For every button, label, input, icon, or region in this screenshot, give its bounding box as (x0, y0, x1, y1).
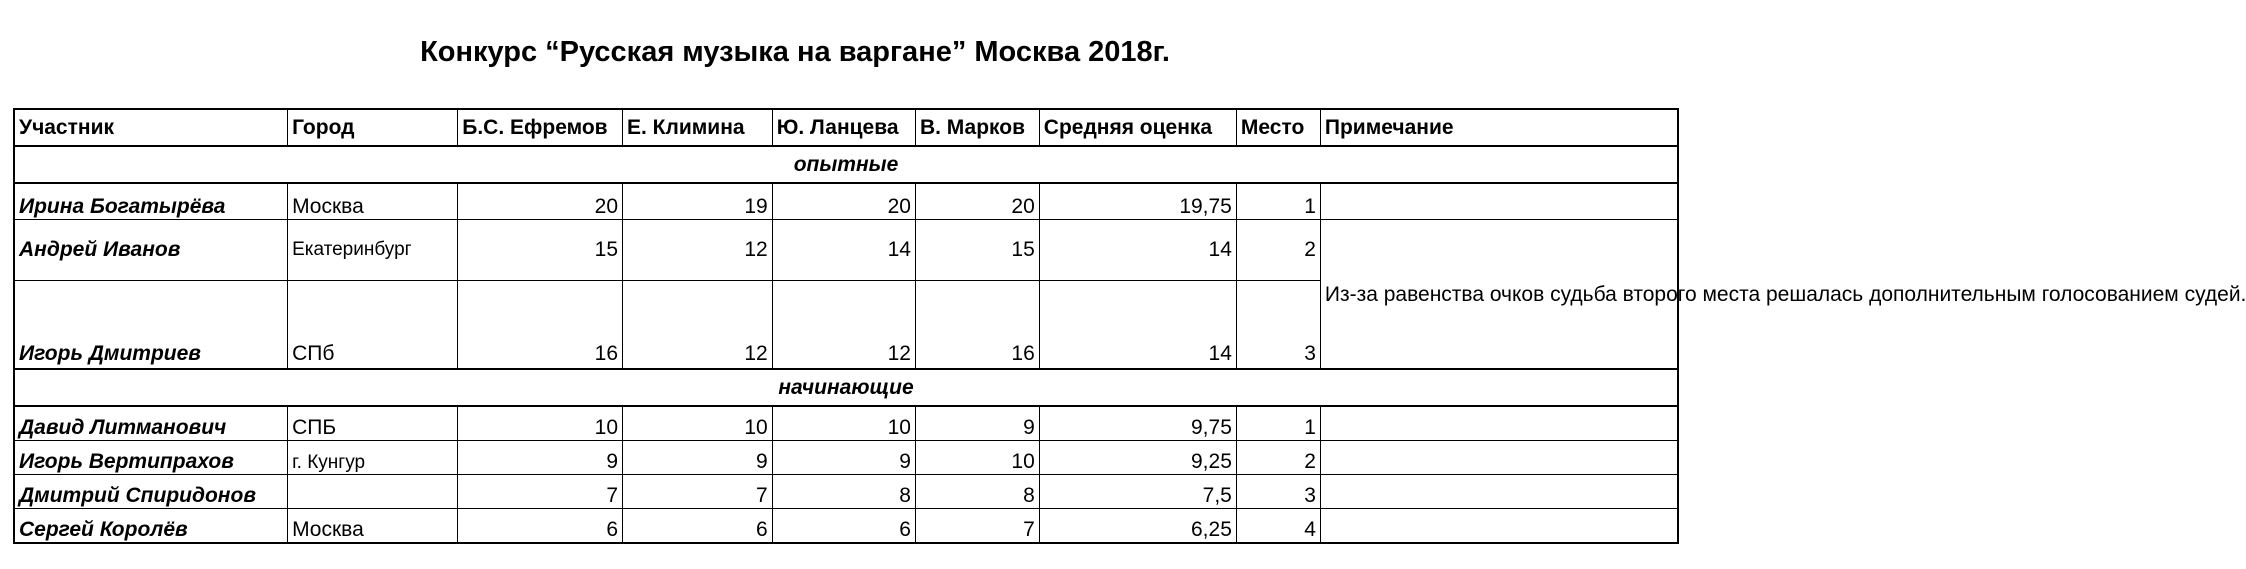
participant-city: Екатеринбург (288, 220, 458, 281)
table-row (14, 220, 1678, 281)
score-judge-3: 12 (772, 281, 915, 370)
score-judge-3: 8 (772, 475, 915, 509)
header-judge-2: Е. Климина (623, 109, 773, 146)
score-judge-4: 15 (915, 220, 1039, 281)
average-score: 6,25 (1039, 509, 1236, 544)
header-average: Средняя оценка (1039, 109, 1236, 146)
participant-city: СПб (288, 281, 458, 370)
place: 3 (1236, 475, 1320, 509)
average-score: 9,75 (1039, 406, 1236, 441)
group-label: опытные (14, 146, 1678, 183)
header-judge-3: Ю. Ланцева (772, 109, 915, 146)
header-note: Примечание (1320, 109, 1678, 146)
participant-name: Сергей Королёв (14, 509, 288, 544)
score-judge-3: 14 (772, 220, 915, 281)
note-cell (1320, 441, 1678, 475)
group-label: начинающие (14, 369, 1678, 406)
note-cell (1320, 183, 1678, 220)
note-cell (1320, 406, 1678, 441)
results-table (13, 108, 2246, 544)
average-score: 7,5 (1039, 475, 1236, 509)
score-judge-2: 10 (623, 406, 773, 441)
header-judge-4: В. Марков (915, 109, 1039, 146)
score-judge-3: 9 (772, 441, 915, 475)
header-city: Город (288, 109, 458, 146)
header-row (14, 109, 1678, 146)
participant-city: СПБ (288, 406, 458, 441)
participant-name: Игорь Дмитриев (14, 281, 288, 370)
score-judge-2: 12 (623, 220, 773, 281)
score-judge-2: 6 (623, 509, 773, 544)
header-place: Место (1236, 109, 1320, 146)
participant-name: Андрей Иванов (14, 220, 288, 281)
score-judge-2: 9 (623, 441, 773, 475)
score-judge-4: 10 (915, 441, 1039, 475)
page-title: Конкурс “Русская музыка на варгане” Москва 2018г. (420, 36, 1170, 68)
score-judge-1: 7 (458, 475, 623, 509)
place: 2 (1236, 220, 1320, 281)
score-judge-4: 8 (915, 475, 1039, 509)
note-tie-break: Из-за равенства очков судьба второго места решалась дополнительным голосованием судей. (1320, 220, 1678, 370)
score-judge-3: 6 (772, 509, 915, 544)
score-judge-2: 12 (623, 281, 773, 370)
participant-city: Москва (288, 509, 458, 544)
table-row (14, 475, 1678, 509)
average-score: 14 (1039, 281, 1236, 370)
score-judge-4: 16 (915, 281, 1039, 370)
place: 1 (1236, 183, 1320, 220)
table-row (14, 183, 1678, 220)
header-participant: Участник (14, 109, 288, 146)
score-judge-2: 7 (623, 475, 773, 509)
score-judge-1: 9 (458, 441, 623, 475)
score-judge-1: 15 (458, 220, 623, 281)
score-judge-3: 10 (772, 406, 915, 441)
table-row (14, 406, 1678, 441)
participant-name: Игорь Вертипрахов (14, 441, 288, 475)
score-judge-1: 16 (458, 281, 623, 370)
note-cell (1320, 509, 1678, 544)
score-judge-1: 20 (458, 183, 623, 220)
score-judge-4: 20 (915, 183, 1039, 220)
note-cell (1320, 475, 1678, 509)
participant-city (288, 475, 458, 509)
participant-city: г. Кунгур (288, 441, 458, 475)
score-judge-4: 9 (915, 406, 1039, 441)
place: 2 (1236, 441, 1320, 475)
average-score: 14 (1039, 220, 1236, 281)
group-row-beginners (14, 369, 1678, 406)
place: 1 (1236, 406, 1320, 441)
participant-name: Ирина Богатырёва (14, 183, 288, 220)
table-row (14, 509, 1678, 544)
participant-city: Москва (288, 183, 458, 220)
score-judge-4: 7 (915, 509, 1039, 544)
score-judge-1: 6 (458, 509, 623, 544)
group-row-experienced (14, 146, 1678, 183)
score-judge-1: 10 (458, 406, 623, 441)
place: 3 (1236, 281, 1320, 370)
average-score: 19,75 (1039, 183, 1236, 220)
score-judge-3: 20 (772, 183, 915, 220)
participant-name: Дмитрий Спиридонов (14, 475, 288, 509)
header-judge-1: Б.С. Ефремов (458, 109, 623, 146)
participant-name: Давид Литманович (14, 406, 288, 441)
place: 4 (1236, 509, 1320, 544)
table-row (14, 441, 1678, 475)
score-judge-2: 19 (623, 183, 773, 220)
average-score: 9,25 (1039, 441, 1236, 475)
